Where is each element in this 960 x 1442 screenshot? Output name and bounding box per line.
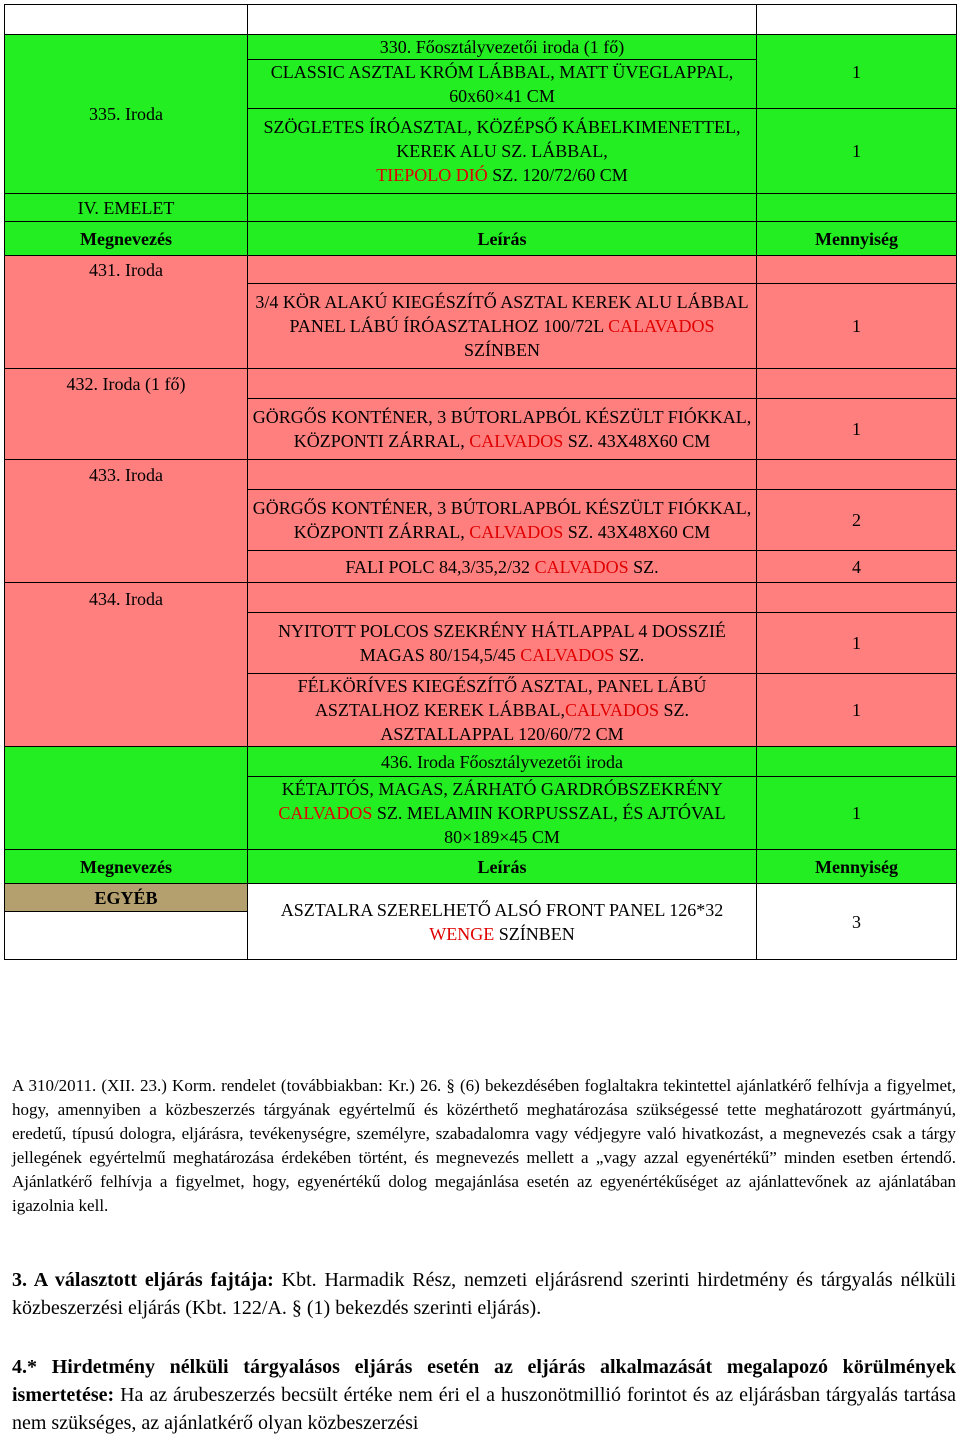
room-row-433	[5, 460, 957, 490]
other-desc: ASZTALRA SZERELHETŐ ALSÓ FRONT PANEL 126*32 WENGE SZÍNBEN	[248, 884, 757, 960]
items-table	[4, 4, 957, 960]
room-name-432: 432. Iroda (1 fő)	[5, 369, 248, 460]
room-name-434: 434. Iroda	[5, 583, 248, 747]
item-desc-335-1: CLASSIC ASZTAL KRÓM LÁBBAL, MATT ÜVEGLAPPAL, 60x60×41 CM	[248, 60, 757, 109]
qty-433-1: 2	[757, 490, 957, 551]
section-4-label: 4.* Hirdetmény nélküli tárgyalásos eljárás esetén az eljárás alkalmazását megalapozó körülmények ismertetése:	[12, 1356, 956, 1406]
other-label: EGYÉB	[5, 884, 248, 912]
qty-431: 1	[757, 284, 957, 369]
room-row-434	[5, 583, 957, 613]
room-name-335: 335. Iroda	[5, 35, 248, 194]
section-title-436: 436. Iroda Főosztályvezetői iroda	[248, 747, 757, 777]
table-top-strip	[5, 5, 957, 35]
item-desc-436: KÉTAJTÓS, MAGAS, ZÁRHATÓ GARDRÓBSZEKRÉNY CALVADOS SZ. MELAMIN KORPUSSZAL, ÉS AJTÓVAL 80×189×45 CM	[248, 777, 757, 850]
section-4	[12, 1353, 956, 1437]
room-row-431	[5, 256, 957, 284]
room-row-432	[5, 369, 957, 399]
qty-other: 3	[757, 884, 957, 960]
legal-note-paragraph: A 310/2011. (XII. 23.) Korm. rendelet (továbbiakban: Kr.) 26. § (6) bekezdésében foglaltakra tekintettel ajánlatkérő felhívja a figyelmet, hogy, amennyiben a közbeszerzés tárgyának egyértelmű és közérthető meghatározása szükségessé tette meghatározott gyártmányú, eredetű, típusú dologra, eljárásra, tevékenységre, személyre, szabadalomra vagy védjegyre való hivatkozást, a megnevezés csak a tárgy jellegének egyértelmű meghatározása érdekében történt, és megnevezés mellett a „vagy azzal egyenértékű” minden esetben értendő. Ajánlatkérő felhívja a figyelmet, hogy, egyenértékű dolog megajánlása esetén az egyenértékűséget az ajánlattevőnek az ajánlatában igazolnia kell.	[12, 1076, 956, 1215]
item-desc-335-2: SZÖGLETES ÍRÓASZTAL, KÖZÉPSŐ KÁBELKIMENETTEL, KEREK ALU SZ. LÁBBAL, TIEPOLO DIÓ SZ. 120/72/60 CM	[248, 109, 757, 194]
item-desc-434-2: FÉLKÖRÍVES KIEGÉSZÍTŐ ASZTAL, PANEL LÁBÚ ASZTALHOZ KEREK LÁBBAL,CALVADOS SZ. ASZTALLAPPAL 120/60/72 CM	[248, 674, 757, 747]
room-name-433: 433. Iroda	[5, 460, 248, 583]
item-desc-433-1: GÖRGŐS KONTÉNER, 3 BÚTORLAPBÓL KÉSZÜLT FIÓKKAL, KÖZPONTI ZÁRRAL, CALVADOS SZ. 43X48X60 CM	[248, 490, 757, 551]
item-desc-432: GÖRGŐS KONTÉNER, 3 BÚTORLAPBÓL KÉSZÜLT FIÓKKAL, KÖZPONTI ZÁRRAL, CALVADOS SZ. 43X48X60 CM	[248, 399, 757, 460]
qty-434-2: 1	[757, 674, 957, 747]
header2-qty: Mennyiség	[757, 850, 957, 884]
section-3	[12, 1266, 956, 1322]
item-desc-431: 3/4 KÖR ALAKÚ KIEGÉSZÍTŐ ASZTAL KEREK ALU LÁBBAL PANEL LÁBÚ ÍRÓASZTALHOZ 100/72L CALAVADOS SZÍNBEN	[248, 284, 757, 369]
qty-432: 1	[757, 399, 957, 460]
qty-434-1: 1	[757, 613, 957, 674]
floor-row	[5, 194, 957, 222]
section-4-text: Ha az árubeszerzés becsült értéke nem éri el a huszonötmillió forintot és az eljárásban tárgyalás tartása nem szükséges, az ajánlatkérő olyan közbeszerzési	[12, 1384, 956, 1434]
room-name-431: 431. Iroda	[5, 256, 248, 369]
section-row-330	[5, 35, 957, 60]
floor-label: IV. EMELET	[5, 194, 248, 222]
qty-335-item2: 1	[757, 109, 957, 194]
header-qty: Mennyiség	[757, 222, 957, 256]
section-title-330: 330. Főosztályvezetői iroda (1 fő)	[248, 35, 757, 60]
section-row-436	[5, 747, 957, 777]
column-header-row-2	[5, 850, 957, 884]
header-name: Megnevezés	[5, 222, 248, 256]
section-3-text: Kbt. Harmadik Rész, nemzeti eljárásrend szerinti hirdetmény és tárgyalás nélküli közbeszerzési eljárás (Kbt. 122/A. § (1) bekezdés szerinti eljárás).	[12, 1269, 957, 1319]
qty-335-item1: 1	[757, 35, 957, 109]
section-3-label: 3. A választott eljárás fajtája:	[12, 1269, 274, 1291]
header-desc: Leírás	[248, 222, 757, 256]
other-row	[5, 884, 957, 912]
qty-433-2: 4	[757, 551, 957, 583]
legal-note	[12, 1074, 956, 1218]
header2-name: Megnevezés	[5, 850, 248, 884]
item-desc-434-1: NYITOTT POLCOS SZEKRÉNY HÁTLAPPAL 4 DOSSZIÉ MAGAS 80/154,5/45 CALVADOS SZ.	[248, 613, 757, 674]
header2-desc: Leírás	[248, 850, 757, 884]
qty-436: 1	[757, 777, 957, 850]
item-desc-433-2: FALI POLC 84,3/35,2/32 CALVADOS SZ.	[248, 551, 757, 583]
procurement-sheet	[4, 4, 956, 960]
column-header-row	[5, 222, 957, 256]
